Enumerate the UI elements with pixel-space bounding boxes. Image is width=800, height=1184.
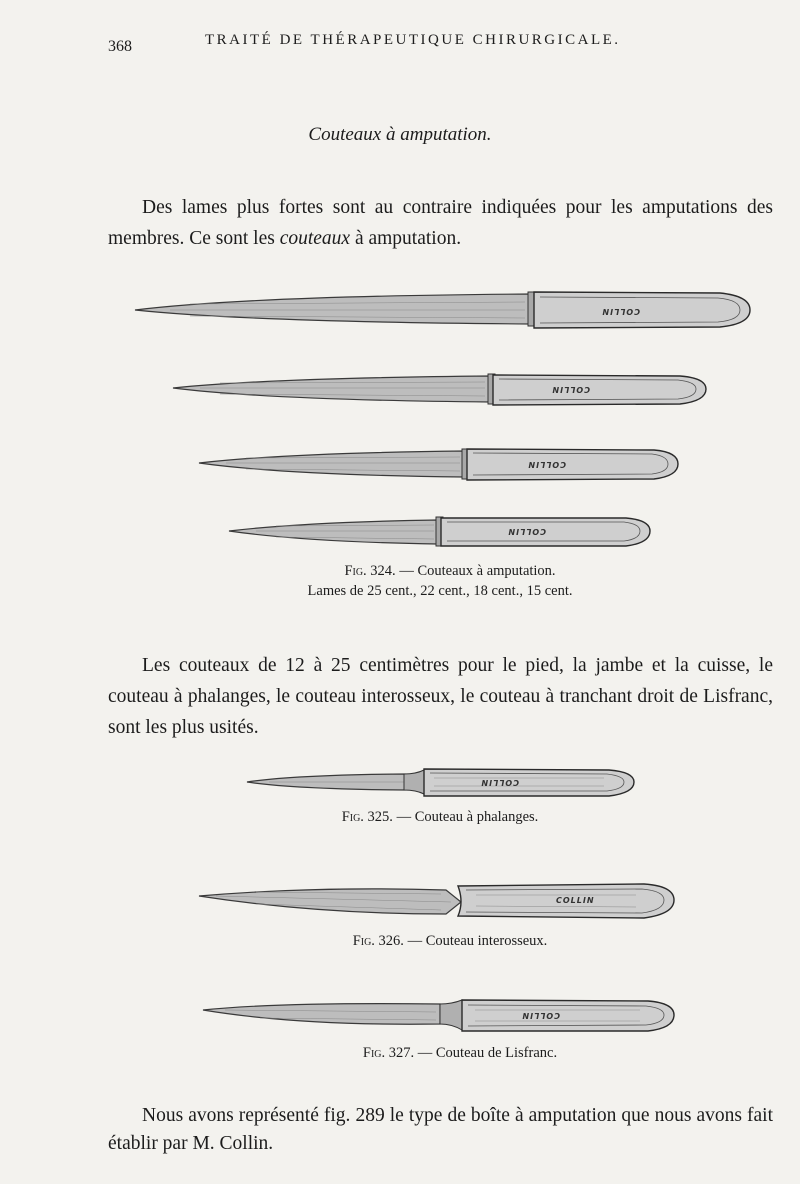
paragraph-1-text-b: à amputation. — [350, 228, 462, 249]
figure-327-label: Fig. 327. — [362, 1045, 415, 1061]
brand-mark-collin: COLLIN — [601, 307, 640, 316]
figure-326-caption — [50, 933, 800, 950]
interosseous-knife-illustration — [196, 880, 682, 924]
paragraph-amputation-box — [108, 1102, 773, 1158]
brand-mark-collin: COLLIN — [480, 778, 519, 787]
paragraph-1-emphasis: couteaux — [279, 228, 351, 249]
running-head: TRAITÉ DE THÉRAPEUTIQUE CHIRURGICALE. — [205, 32, 621, 48]
brand-mark-collin: COLLIN — [527, 460, 566, 469]
figure-325-label: Fig. 325. — [341, 809, 393, 825]
figure-324-label: Fig. 324. — [344, 563, 396, 579]
amputation-knife-18cm-illustration — [196, 446, 686, 482]
brand-mark-collin: COLLIN — [556, 896, 595, 905]
figure-324-subcaption: Lames de 25 cent., 22 cent., 18 cent., 15 cent. — [307, 583, 573, 599]
amputation-knife-15cm-illustration — [226, 515, 656, 549]
section-title: Couteaux à amputation. — [308, 124, 492, 145]
amputation-knife-25cm-illustration — [130, 288, 755, 332]
paragraph-2-text: Les couteaux de 12 à 25 centimètres pour le pied, la jambe et la cuisse, le couteau à phalanges, le couteau interosseux, le couteau à tranchant droit de Lisfranc, sont les plus usités. — [108, 655, 773, 738]
paragraph-3-text: Nous avons représenté fig. 289 le type de boîte à amputation que nous avons fait établir par M. Collin. — [108, 1105, 773, 1154]
brand-mark-collin: COLLIN — [521, 1011, 560, 1020]
figure-327-caption-text: — Couteau de Lisfranc. — [414, 1045, 558, 1061]
figure-324-caption-text: — Couteaux à amputation. — [395, 563, 556, 579]
paragraph-common-knives — [108, 650, 773, 743]
figure-324-caption — [50, 563, 800, 580]
page-number: 368 — [108, 38, 132, 55]
figure-326-label: Fig. 326. — [352, 933, 404, 949]
phalanges-knife-illustration — [244, 766, 640, 800]
figure-327-caption — [60, 1045, 800, 1062]
paragraph-1-text-a: Des lames plus fortes sont au contraire indiquées pour les amputations des membres. Ce sont les — [108, 197, 773, 249]
amputation-knife-22cm-illustration — [170, 372, 715, 408]
figure-325-caption-text: — Couteau à phalanges. — [392, 809, 539, 825]
paragraph-amputation-knives — [108, 192, 773, 254]
lisfranc-knife-illustration — [200, 998, 680, 1038]
figure-326-caption-text: — Couteau interosseux. — [403, 933, 548, 949]
brand-mark-collin: COLLIN — [551, 385, 590, 394]
figure-325-caption — [40, 809, 800, 826]
brand-mark-collin: COLLIN — [507, 527, 546, 536]
